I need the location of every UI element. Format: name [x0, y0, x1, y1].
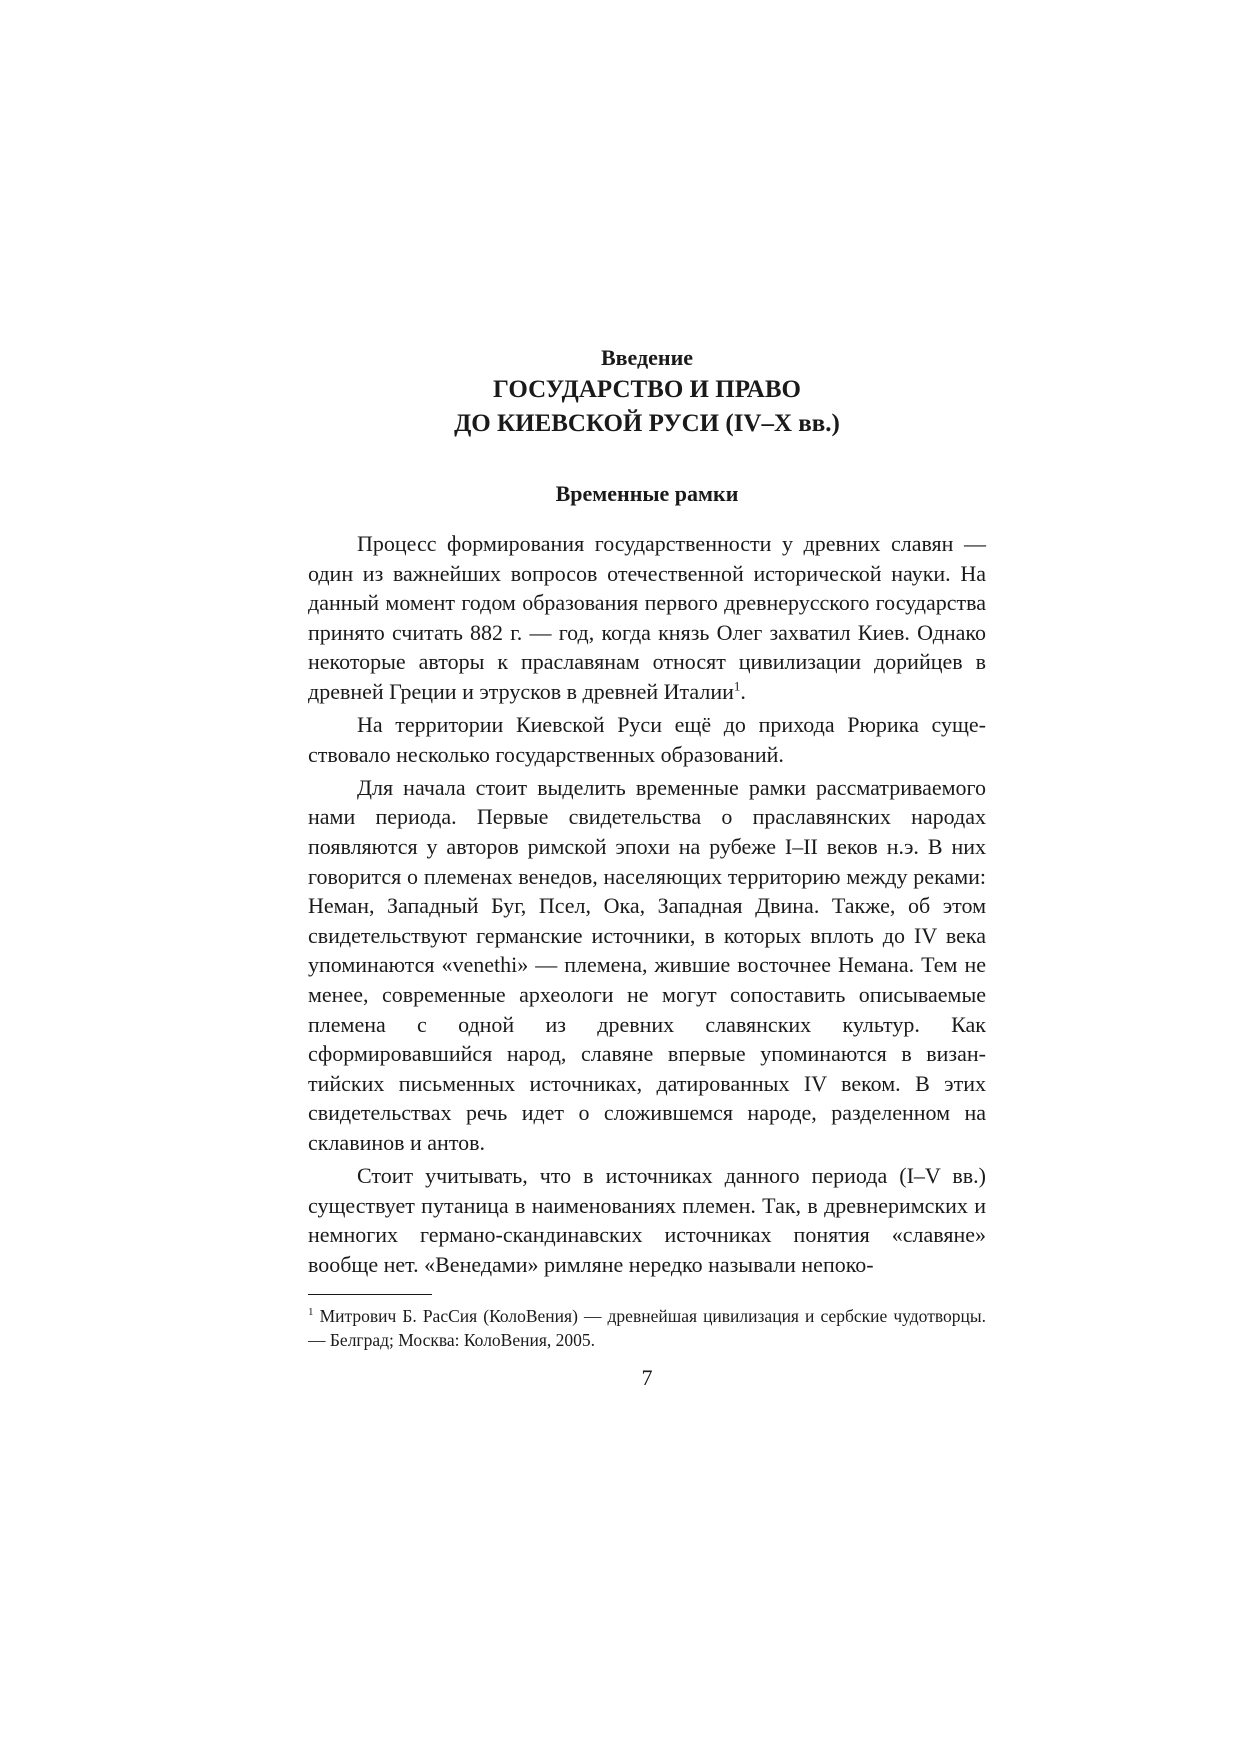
chapter-title-line-1: ГОСУДАРСТВО И ПРАВО [493, 376, 801, 403]
chapter-label: Введение [600, 345, 694, 370]
chapter-heading [308, 343, 986, 441]
footnote-divider [308, 1294, 432, 1295]
footnote-text: Митрович Б. РасСия (КолоВения) — древнейшая цивилизация и сербские чудотворцы. — Белград; Москва: КолоВения, 2005. [308, 1306, 986, 1351]
section-title: Временные рамки [555, 481, 739, 506]
footnote [308, 1304, 986, 1352]
paragraph-1 [308, 529, 986, 707]
book-page [308, 343, 986, 1392]
paragraph-1-end: . [740, 678, 746, 704]
paragraph-2: На территории Киевской Руси ещё до прихода Рюрика существовало несколько государственных образований. [308, 712, 986, 767]
paragraph-1-text: Процесс формирования государственности у древних славян — один из важнейших вопросов отечественной исторической науки. На данный момент годом образования первого древнерусского государства принято считать 882 г. — год, когда князь Олег захватил Киев. Однако некоторые авторы к праславянам относят цивилизации дорийцев в древней Греции и этрусков в древней Италии [308, 531, 986, 704]
chapter-title-line-2: ДО КИЕВСКОЙ РУСИ (IV–X вв.) [454, 410, 840, 437]
paragraph-4: Стоит учитывать, что в источниках данного периода (I–V вв.) существует путаница в наименованиях племен. Так, в древнеримских и немногих германо-скандинавских источниках понятия «славяне» вообще нет. «Венедами» римляне нередко называли непоко- [308, 1162, 986, 1277]
paragraph-3: Для начала стоит выделить временные рамки рассматриваемого нами периода. Первые свидетельства о праславянских народах появляются у авторов римской эпохи на рубеже I–II веков н.э. В них говорится о племенах венедов, населяющих территорию между реками: Неман, Западный Буг, Псел, Ока, Западная Двина. Также, об этом свидетельствуют германские источники, в которых вплоть до IV века упоминаются «venethi» — племена, жившие восточнее Немана. Тем не менее, современные археологи не могут сопоставить описываемые племена с одной из древних славянских культур. Как сформировавшийся народ, славяне впервые упоминаются в византийских письменных источниках, датированных IV веком. В этих свидетельствах речь идет о сложившемся народе, разделенном на склавинов и антов. [308, 774, 986, 1155]
footnote-marker: 1 [308, 1306, 314, 1319]
page-number: 7 [641, 1365, 653, 1391]
footnote-reference: 1 [733, 678, 741, 694]
